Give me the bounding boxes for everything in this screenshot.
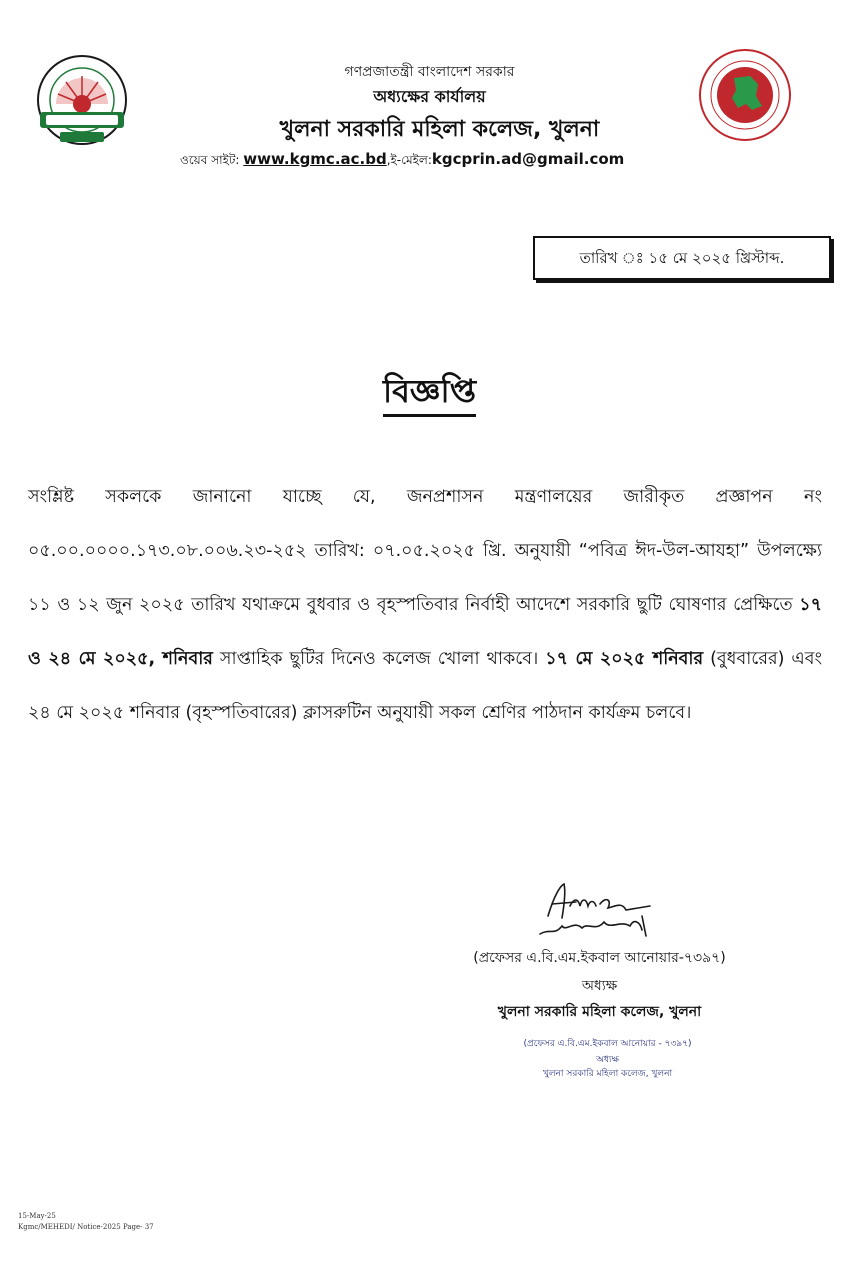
notice-title [0, 366, 859, 420]
body-bold-1: ১৭ ও ২৪ মে ২০২৫, শনিবার [28, 595, 822, 669]
date-box: তারিখ ঃ ১৫ মে ২০২৫ খ্রিস্টাব্দ. [533, 236, 831, 280]
handwritten-signature [530, 876, 680, 946]
website-link[interactable]: www.kgmc.ac.bd [243, 150, 387, 168]
seal-line-college: খুলনা সরকারি মহিলা কলেজ, খুলনা [542, 1069, 673, 1079]
body-bold-2: ১৭ মে ২০২৫ শনিবার [545, 649, 704, 669]
college-name: খুলনা সরকারি মহিলা কলেজ, খুলনা [279, 117, 600, 142]
seal-line-title: অধ্যক্ষ [596, 1055, 619, 1065]
contact-line [180, 150, 624, 172]
signatory-college: খুলনা সরকারি মহিলা কলেজ, খুলনা [497, 1004, 702, 1020]
footer-reference: Kgmc/MEHEDI/ Notice-2025 Page- 37 [18, 1223, 154, 1231]
email-label: ,ই-মেইল: [386, 153, 432, 167]
government-name: গণপ্রজাতন্ত্রী বাংলাদেশ সরকার [344, 64, 515, 80]
footer-date: 15-May-25 [18, 1212, 56, 1220]
signatory-title: অধ্যক্ষ [581, 978, 618, 994]
body-part-1: সংশ্লিষ্ট সকলকে জানানো যাচ্ছে যে, জনপ্রশাসন মন্ত্রণালয়ের জারীকৃত প্রজ্ঞাপন নং ০৫.০০.০০০০.১৭৩.০৮.০০৬.২৩-২৫২ তারিখ: ০৭.০৫.২০২৫ খ্রি. অনুযায়ী “পবিত্র ঈদ-উল-আযহা” উপলক্ষ্যে ১১ ও ১২ জুন ২০২৫ তারিখ যথাক্রমে বুধবার ও বৃহস্পতিবার নির্বাহী আদেশে সরকারি ছুটি ঘোষণার প্রেক্ষিতে [28, 487, 822, 615]
signatory-name: (প্রফেসর এ.বি.এম.ইকবাল আনোয়ার-৭৩৯৭) [473, 950, 726, 966]
notice-body [28, 470, 822, 740]
office-name: অধ্যক্ষের কার্যালয় [373, 87, 486, 106]
body-part-2: সাপ্তাহিক ছুটির দিনেও কলেজ খোলা থাকবে। [212, 649, 546, 669]
notice-title-text: বিজ্ঞপ্তি [383, 372, 476, 417]
website-label: ওয়েব সাইট: [180, 153, 240, 167]
body-part-3: (বুধবারের) এবং ২৪ মে ২০২৫ শনিবার (বৃহস্পতিবারের) ক্লাসরুটিন অনুযায়ী সকল শ্রেণির পাঠদান কার্যক্রম চলবে। [28, 649, 822, 723]
seal-line-name: (প্রফেসর এ.বি.এম.ইকবাল আনোয়ার - ৭৩৯৭) [523, 1039, 692, 1049]
email-link[interactable]: kgcprin.ad@gmail.com [431, 150, 625, 168]
